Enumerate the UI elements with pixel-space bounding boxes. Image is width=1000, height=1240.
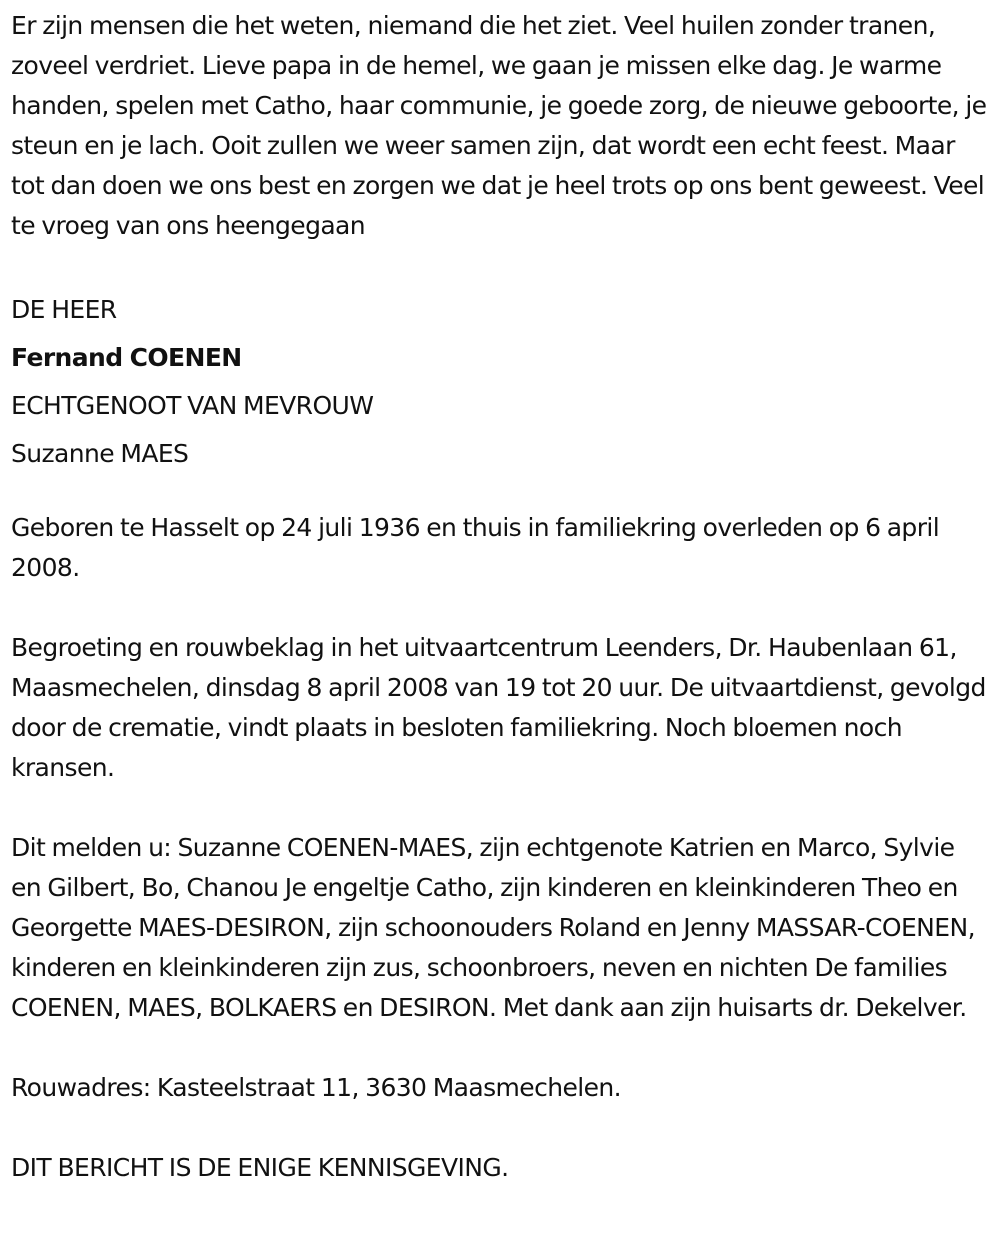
deceased-name: Fernand COENEN [11, 343, 242, 372]
spacer [11, 246, 990, 286]
spacer [11, 788, 990, 828]
ceremony-info: Begroeting en rouwbeklag in het uitvaartcentrum Leenders, Dr. Haubenlaan 61, Maasmechelen, dinsdag 8 april 2008 van 19 tot 20 uur. De uitvaartdienst, gevolgd door de crematie, vindt plaats in besloten familiekring. Noch bloemen noch kransen. [11, 633, 986, 782]
salutation: DE HEER [11, 295, 117, 324]
spacer [11, 588, 990, 628]
closing-statement: DIT BERICHT IS DE ENIGE KENNISGEVING. [11, 1153, 509, 1182]
intro-poem: Er zijn mensen die het weten, niemand die het ziet. Veel huilen zonder tranen, zoveel verdriet. Lieve papa in de hemel, we gaan je missen elke dag. Je warme handen, spelen met Catho, haar communie, je goede zorg, de nieuwe geboorte, je steun en je lach. Ooit zullen we weer samen zijn, dat wordt een echt feest. Maar tot dan doen we ons best en zorgen we dat je heel trots op ons bent geweest. Veel te vroeg van ons heengegaan [11, 11, 987, 240]
spacer [11, 1108, 990, 1148]
mourning-address: Rouwadres: Kasteelstraat 11, 3630 Maasmechelen. [11, 1073, 621, 1102]
spacer [11, 478, 990, 508]
spouse-name: Suzanne MAES [11, 439, 189, 468]
announcers-list: Dit melden u: Suzanne COENEN-MAES, zijn echtgenote Katrien en Marco, Sylvie en Gilbert, Bo, Chanou Je engeltje Catho, zijn kinderen en kleinkinderen Theo en Georgette MAES-DESIRON, zijn schoonouders Roland en Jenny MASSAR-COENEN, kinderen en kleinkinderen zijn zus, schoonbroers, neven en nichten De families COENEN, MAES, BOLKAERS en DESIRON. Met dank aan zijn huisarts dr. Dekelver. [11, 833, 975, 1022]
spacer [11, 1028, 990, 1068]
birth-death-info: Geboren te Hasselt op 24 juli 1936 en thuis in familiekring overleden op 6 april 2008. [11, 513, 940, 582]
relation-label: ECHTGENOOT VAN MEVROUW [11, 391, 374, 420]
